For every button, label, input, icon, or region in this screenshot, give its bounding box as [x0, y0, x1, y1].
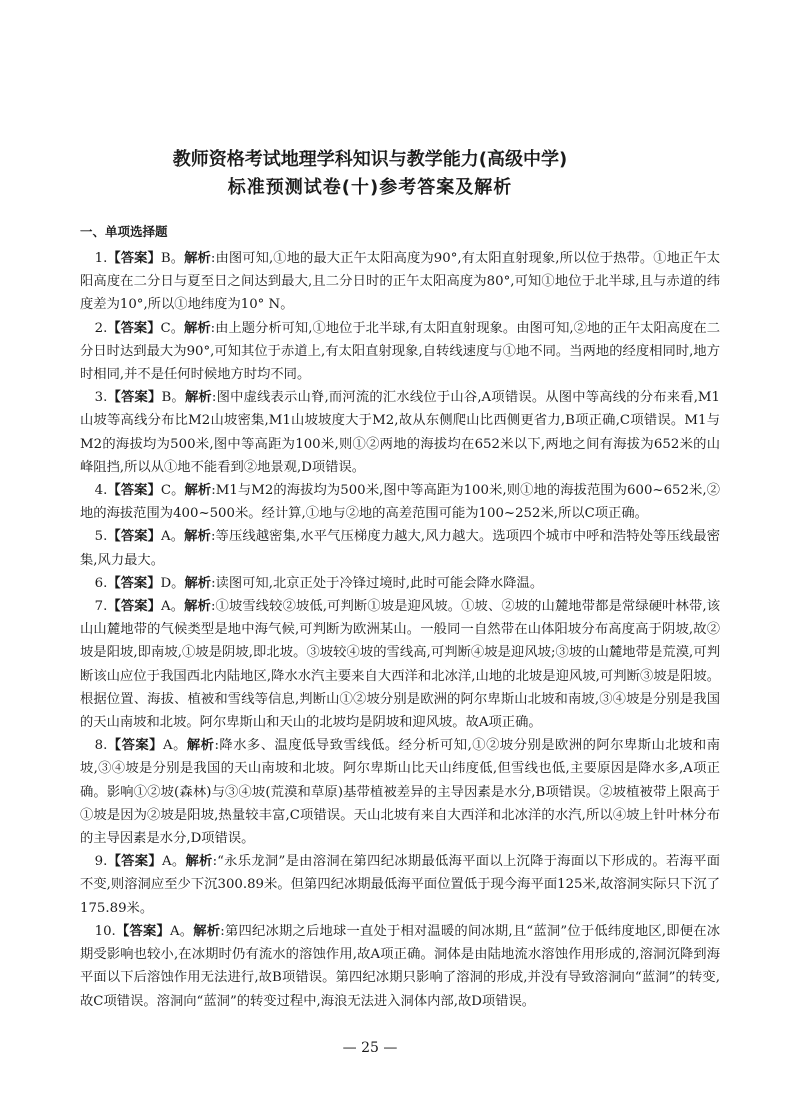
- item-number: 7.: [94, 599, 108, 615]
- answer-value: D。: [160, 575, 185, 591]
- answer-label: 【答案】: [107, 390, 162, 406]
- analysis-label: 解析: [184, 599, 211, 615]
- answer-value: A。: [161, 599, 185, 615]
- item-number: 4.: [94, 483, 108, 499]
- answer-value: A。: [169, 923, 194, 939]
- analysis-label: 解析: [184, 529, 211, 545]
- answer-item-10: [80, 920, 720, 1013]
- page-number: — 25 —: [342, 1040, 398, 1056]
- answer-item-1: [80, 247, 720, 317]
- answer-item-8: [80, 734, 720, 850]
- answer-item-3: [80, 386, 720, 479]
- analysis-text: :等压线越密集,水平气压梯度力越大,风力越大。选项四个城市中呼和浩特处等压线最密集,风力最大。: [80, 529, 721, 568]
- analysis-label: 解析: [184, 575, 212, 591]
- document-title-line-1: 教师资格考试地理学科知识与教学能力(高级中学): [172, 149, 568, 170]
- item-number: 10.: [94, 923, 116, 939]
- analysis-label: 解析: [184, 320, 211, 336]
- answer-list: [80, 247, 720, 1013]
- answer-label: 【答案】: [107, 575, 161, 591]
- analysis-label: 解析: [186, 738, 215, 754]
- answer-value: B。: [161, 390, 185, 406]
- answer-item-5: [80, 525, 720, 571]
- answer-label: 【答案】: [107, 483, 161, 499]
- analysis-text: :第四纪冰期之后地球一直处于相对温暖的间冰期,且“蓝洞”位于低纬度地区,即便在冰期受影响也较小,在冰期时仍有流水的溶蚀作用,故A项正确。洞体是由陆地流水溶蚀作用形成的,溶洞沉降到海平面以下后溶蚀作用无法进行,故B项错误。第四纪冰期只影响了溶洞的形成,并没有导致溶洞向“蓝洞”的转变,故C项错误。溶洞向“蓝洞”的转变过程中,海浪无法进入洞体内部,故D项错误。: [80, 923, 721, 1009]
- item-number: 3.: [94, 390, 108, 406]
- analysis-text: :降水多、温度低导致雪线低。经分析可知,①②坡分别是欧洲的阿尔卑斯山北坡和南坡,③④坡是分别是我国的天山南坡和北坡。阿尔卑斯山比天山纬度低,但雪线也低,主要原因是降水多,A项正确。影响①②坡(森林)与③④坡(荒漠和草原)基带植被差异的主导因素是水分,B项错误。②坡植被带上限高于①坡是因为②坡是阳坡,热量较丰富,C项错误。天山北坡有来自大西洋和北冰洋的水汽,所以④坡上针叶林分布的主导因素是水分,D项错误。: [80, 738, 721, 847]
- answer-value: A。: [161, 529, 185, 545]
- answer-item-4: [80, 479, 720, 525]
- item-number: 5.: [94, 529, 108, 545]
- analysis-label: 解析: [184, 251, 211, 266]
- analysis-label: 解析: [184, 390, 212, 406]
- answer-item-9: [80, 850, 720, 920]
- section-heading: 一、单项选择题: [80, 224, 168, 239]
- answer-label: 【答案】: [115, 923, 170, 939]
- answer-item-2: [80, 317, 720, 387]
- analysis-text: :图中虚线表示山脊,而河流的汇水线位于山谷,A项错误。从图中等高线的分布来看,M1山坡等高线分布比M2山坡密集,M1山坡坡度大于M2,故从东侧爬山比西侧更省力,B项正确,C项错误。M1与M2的海拔均为500米,图中等高距为100米,则①②两地的海拔均在652米以下,两地之间有海拔为652米的山峰阻挡,所以从①地不能看到②地景观,D项错误。: [80, 390, 721, 475]
- answer-value: A。: [161, 854, 186, 870]
- item-number: 9.: [94, 854, 108, 870]
- analysis-text: :由图可知,①地的最大正午太阳高度为90°,有太阳直射现象,所以位于热带。①地正午太阳高度在二分日与夏至日之间达到最大,且二分日时的正午太阳高度为80°,可知①地位于北半球,且与赤道的纬度差为10°,所以①地纬度为10° N。: [80, 251, 721, 313]
- answer-label: 【答案】: [107, 251, 161, 266]
- answer-item-7: [80, 595, 720, 734]
- item-number: 1.: [94, 251, 108, 266]
- item-number: 6.: [94, 575, 108, 591]
- analysis-text: :读图可知,北京正处于冷锋过境时,此时可能会降水降温。: [211, 575, 544, 591]
- analysis-label: 解析: [185, 854, 213, 870]
- analysis-text: :①坡雪线较②坡低,可判断①坡是迎风坡。①坡、②坡的山麓地带都是常绿硬叶林带,该山山麓地带的气候类型是地中海气候,可判断为欧洲某山。一般同一自然带在山体阳坡分布高度高于阴坡,故②坡是阳坡,即南坡,①坡是阴坡,即北坡。③坡较④坡的雪线高,可判断④坡是迎风坡;③坡的山麓地带是荒漠,可判断该山应位于我国西北内陆地区,降水水汽主要来自大西洋和北冰洋,山地的北坡是迎风坡,可判断③坡是阳坡。根据位置、海拔、植被和雪线等信息,判断山①②坡分别是欧洲的阿尔卑斯山北坡和南坡,③④坡是分别是我国的天山南坡和北坡。阿尔卑斯山和天山的北坡均是阴坡和迎风坡。故A项正确。: [80, 599, 721, 731]
- item-number: 8.: [94, 738, 108, 754]
- answer-item-6: [80, 572, 720, 595]
- answer-label: 【答案】: [107, 320, 161, 336]
- analysis-text: :由上题分析可知,①地位于北半球,有太阳直射现象。由图可知,②地的正午太阳高度在二分日时达到最大为90°,可知其位于赤道上,有太阳直射现象,自转线速度与①地不同。当两地的经度相同时,地方时相同,并不是任何时候地方时均不同。: [80, 320, 720, 383]
- answer-value: B。: [160, 251, 185, 266]
- answer-value: A。: [162, 738, 187, 754]
- answer-label: 【答案】: [107, 854, 162, 870]
- answer-value: C。: [160, 483, 185, 499]
- analysis-text: :“永乐龙洞”是由溶洞在第四纪冰期最低海平面以上沉降于海面以下形成的。若海平面不变,则溶洞应至少下沉300.89米。但第四纪冰期最低海平面位置低于现今海平面125米,故溶洞实际只下沉了175.89米。: [80, 854, 721, 916]
- answer-label: 【答案】: [107, 529, 162, 545]
- document-title-line-2: 标准预测试卷(十)参考答案及解析: [227, 177, 513, 198]
- analysis-label: 解析: [184, 483, 212, 499]
- analysis-text: :M1与M2的海拔均为500米,图中等高距为100米,则①地的海拔范围为600~652米,②地的海拔范围为400~500米。经计算,①地与②地的高差范围可能为100~252米,所以C项正确。: [80, 483, 720, 522]
- analysis-label: 解析: [193, 923, 221, 939]
- answer-label: 【答案】: [107, 738, 163, 754]
- answer-value: C。: [160, 320, 185, 336]
- answer-label: 【答案】: [107, 599, 162, 615]
- item-number: 2.: [94, 320, 108, 336]
